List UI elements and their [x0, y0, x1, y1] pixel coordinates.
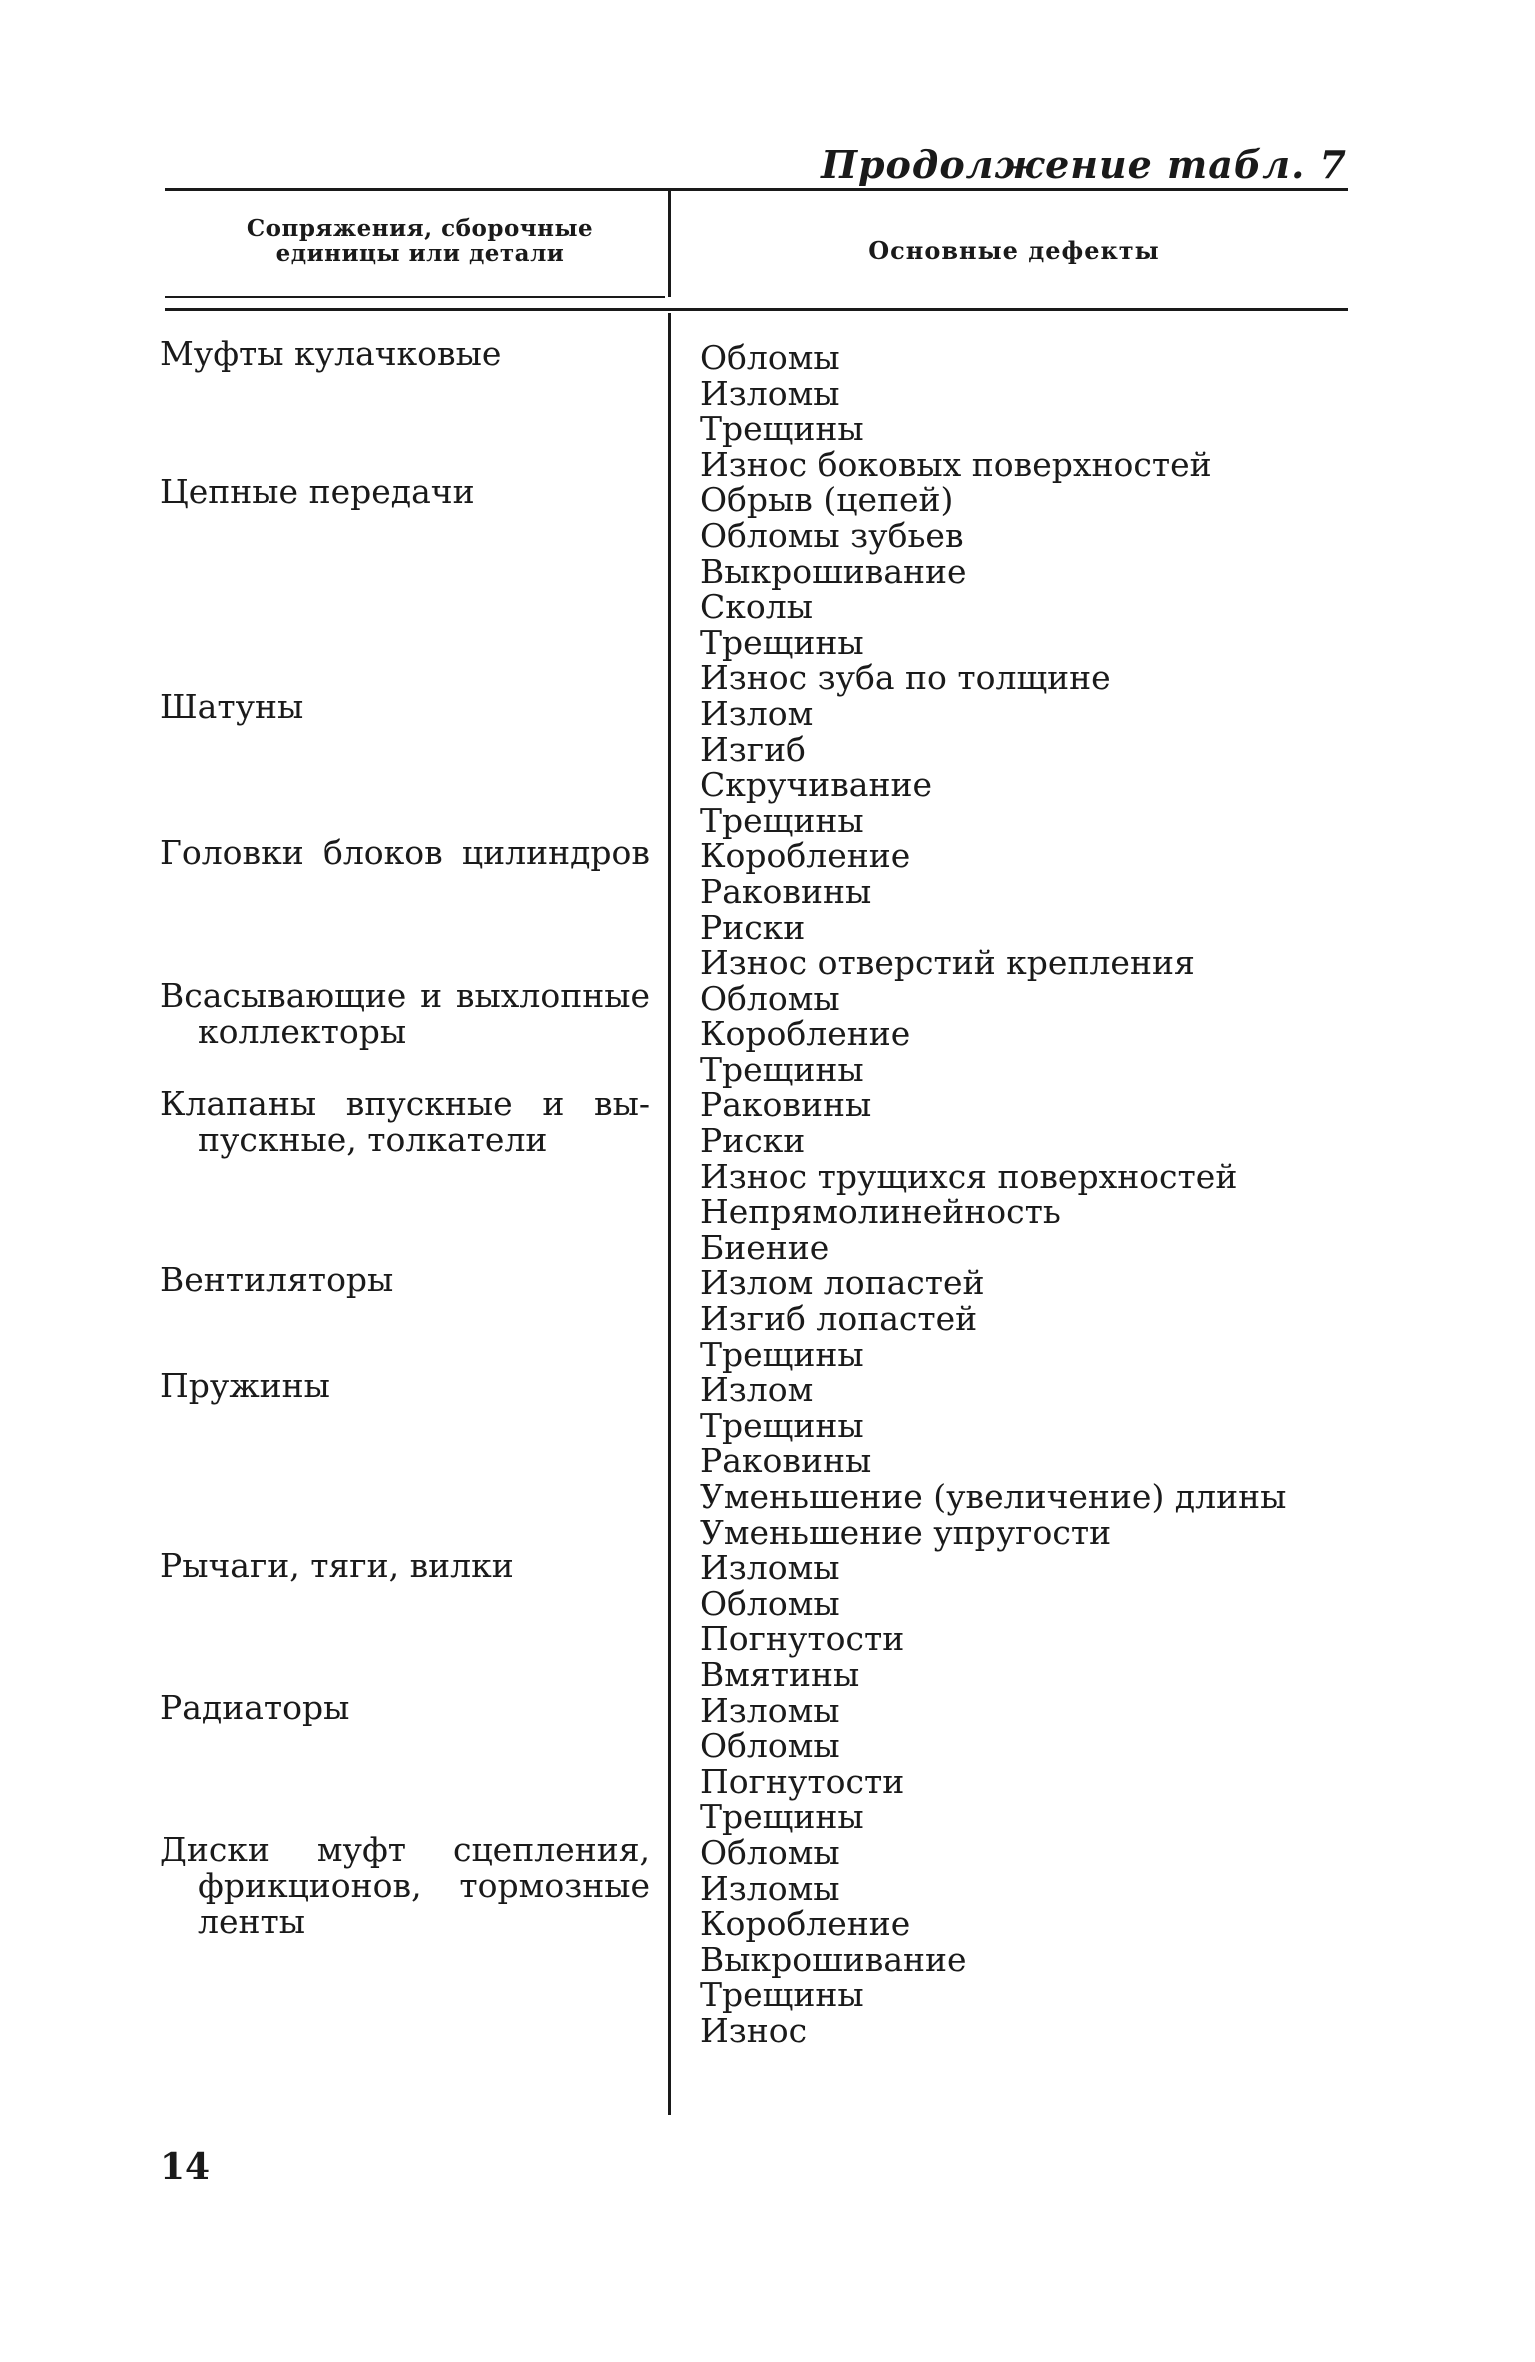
defect-item: Биение	[700, 1227, 830, 1267]
part-entry	[160, 336, 650, 372]
header-body-rule	[165, 308, 1348, 311]
part-line: Диски муфт сцепления,	[160, 1830, 650, 1869]
part-line: Рычаги, тяги, вилки	[160, 1546, 514, 1585]
part-line: Клапаны впускные и вы-	[160, 1084, 650, 1123]
part-entry	[160, 835, 650, 871]
part-entry	[160, 978, 650, 1050]
defect-item: Изгиб	[700, 729, 806, 769]
defect-item: Обломы	[700, 1726, 840, 1766]
defect-item: Вмятины	[700, 1654, 860, 1694]
column-header-defects: Основные дефекты	[868, 236, 1160, 265]
defect-item: Изгиб лопастей	[700, 1299, 978, 1339]
column-header-parts-line: Сопряжения, сборочные	[246, 215, 594, 242]
part-line: Всасывающие и выхлопные	[160, 976, 650, 1015]
table-continuation-label: Продолжение табл. 7	[821, 142, 1347, 187]
part-entry	[160, 1262, 650, 1298]
defect-item: Уменьшение упругости	[700, 1512, 1112, 1552]
defect-item: Трещины	[700, 1334, 864, 1374]
defect-item: Обрыв (цепей)	[700, 480, 954, 520]
defect-item: Излом	[700, 693, 814, 733]
part-entry	[160, 1832, 650, 1940]
defect-item: Износ зуба по толщине	[700, 658, 1111, 698]
part-entry	[160, 689, 650, 725]
part-line: коллекторы	[198, 1012, 407, 1051]
defect-item: Раковины	[700, 1085, 872, 1125]
part-entry	[160, 1548, 650, 1584]
part-line: ленты	[198, 1902, 306, 1941]
defect-item: Уменьшение (увеличение) длины	[700, 1477, 1287, 1516]
defect-item: Коробление	[700, 1014, 911, 1054]
part-line: фрикционов, тормозные	[198, 1866, 650, 1905]
defect-item: Погнутости	[700, 1619, 905, 1659]
part-line: Цепные передачи	[160, 472, 475, 511]
defect-item: Излом лопастей	[700, 1263, 985, 1303]
page-number: 14	[160, 2146, 211, 2188]
part-line: Муфты кулачковые	[160, 334, 502, 373]
defect-item: Трещины	[700, 1797, 864, 1837]
defect-item: Износ отверстий крепления	[700, 943, 1195, 983]
defect-item: Износ	[700, 2010, 808, 2050]
defect-item: Трещины	[700, 1405, 864, 1445]
column-header-parts	[180, 216, 660, 266]
defect-item: Трещины	[700, 622, 864, 662]
defect-item: Коробление	[700, 836, 911, 876]
defect-item: Износ трущихся поверхностей	[700, 1156, 1238, 1196]
part-line: Головки блоков цилиндров	[160, 833, 650, 872]
defect-item: Выкрошивание	[700, 551, 967, 591]
defect-item: Трещины	[700, 409, 864, 449]
defect-item: Трещины	[700, 800, 864, 840]
header-bottom-rule	[165, 296, 665, 298]
body-column-divider	[668, 313, 671, 2115]
defect-item: Коробление	[700, 1904, 911, 1944]
defect-item: Риски	[700, 907, 806, 947]
defect-item: Изломы	[700, 1548, 840, 1588]
defect-item: Непрямолинейность	[700, 1192, 1061, 1232]
defect-item: Изломы	[700, 1868, 840, 1908]
part-line: Радиаторы	[160, 1688, 350, 1727]
defect-item: Выкрошивание	[700, 1939, 967, 1979]
defect-item: Износ боковых поверхностей	[700, 444, 1212, 484]
defect-item: Обломы	[700, 978, 840, 1018]
defect-item: Сколы	[700, 587, 813, 627]
defect-item: Обломы зубьев	[700, 515, 964, 555]
defect-item: Излом	[700, 1370, 814, 1410]
column-header-parts-line: единицы или детали	[275, 240, 565, 267]
part-line: пускные, толкатели	[198, 1120, 548, 1159]
defect-item: Трещины	[700, 1975, 864, 2015]
defect-item: Обломы	[700, 1832, 840, 1872]
defect-item: Раковины	[700, 871, 872, 911]
part-line: Пружины	[160, 1366, 330, 1405]
defect-item: Скручивание	[700, 765, 932, 805]
part-line: Шатуны	[160, 687, 304, 726]
header-column-divider	[668, 191, 671, 297]
defect-item: Изломы	[700, 1690, 840, 1730]
defect-item: Раковины	[700, 1441, 872, 1481]
defect-item: Трещины	[700, 1049, 864, 1089]
defect-item: Изломы	[700, 373, 840, 413]
part-line: Вентиляторы	[160, 1260, 394, 1299]
part-entry	[160, 474, 650, 510]
defect-item: Обломы	[700, 1583, 840, 1623]
defect-item: Обломы	[700, 338, 840, 377]
defect-item: Риски	[700, 1121, 806, 1161]
defects-column	[700, 340, 1340, 2049]
table-top-rule	[165, 188, 1348, 191]
part-entry	[160, 1690, 650, 1726]
part-entry	[160, 1086, 650, 1158]
part-entry	[160, 1368, 650, 1404]
defect-item: Погнутости	[700, 1761, 905, 1801]
